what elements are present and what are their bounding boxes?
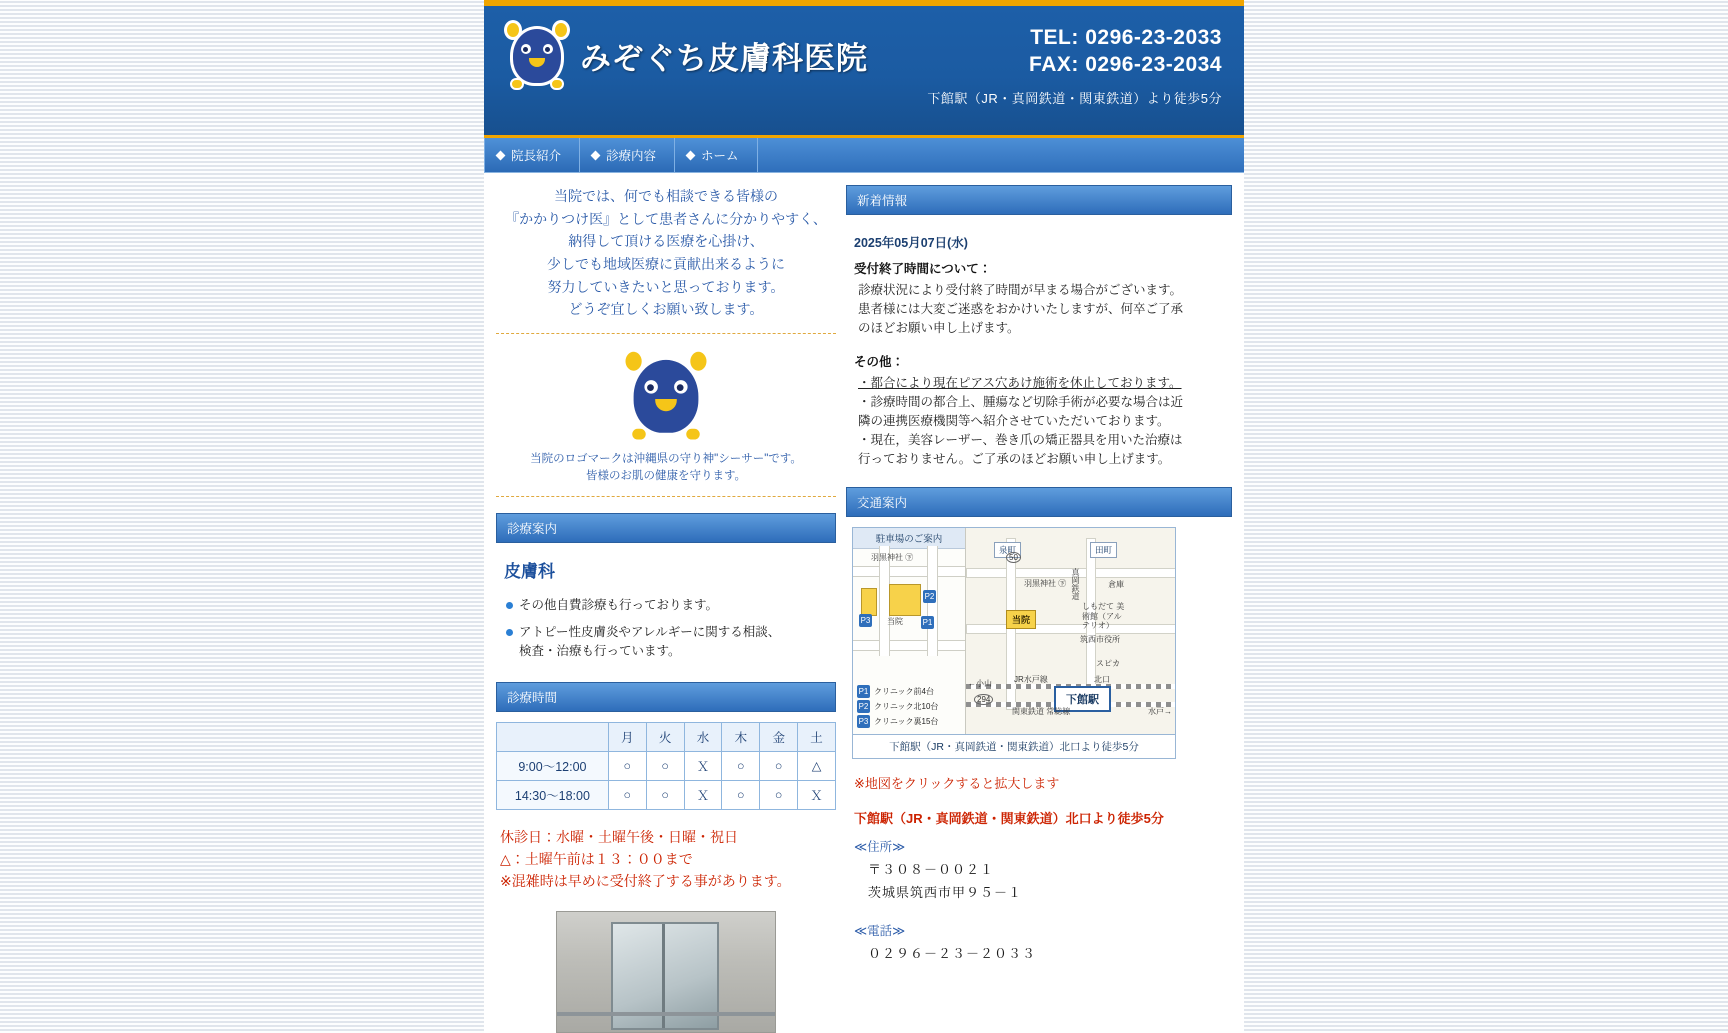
parking-marker-p2: P2	[858, 702, 869, 711]
greeting-line: 努力していきたいと思っております。	[547, 278, 785, 295]
logo-caption-line1: 当院のロゴマークは沖縄県の守り神"シーサー"です。	[530, 453, 802, 466]
map-label-izumi: 泉町	[994, 542, 1021, 558]
parking-marker-p3: P3	[860, 616, 871, 625]
map-label-haguro-left: 羽黒神社 ㊦	[871, 553, 914, 562]
hours-cell: ○	[722, 751, 760, 780]
news-body-line: 診療状況により受付終了時間が早まる場合がございます。	[858, 283, 1183, 297]
hours-cell: ○	[646, 751, 684, 780]
logo-caption	[496, 451, 836, 486]
service-bullet	[496, 592, 836, 619]
bullet-square-icon	[496, 150, 506, 160]
section-title-services: 診療案内	[496, 513, 836, 543]
hours-col-empty	[497, 722, 609, 751]
parking-marker-p1: P1	[922, 618, 933, 627]
hours-cell: ○	[760, 751, 798, 780]
logo-block	[496, 334, 836, 497]
news-body-line: のほどお願い申し上げます。	[858, 321, 1020, 335]
service-bullet-cont: 検査・治療も行っています。	[519, 644, 681, 659]
clinic-entrance-photo	[556, 911, 776, 1033]
parking-legend	[857, 683, 938, 728]
address-zip: 〒３０８－００２１	[868, 862, 995, 877]
clinic-plot	[889, 584, 921, 616]
hours-cell: ○	[646, 780, 684, 809]
hours-col-thu: 木	[722, 722, 760, 751]
hours-row-label: 14:30～18:00	[497, 780, 609, 809]
service-bullet-text: アトピー性皮膚炎やアレルギーに関する相談、	[519, 624, 781, 639]
table-header-row	[497, 722, 836, 751]
legend-row-p3	[857, 715, 938, 728]
nav-item-director[interactable]	[484, 138, 580, 172]
greeting-line: 少しでも地域医療に貢献出来るように	[547, 256, 785, 273]
map-label-moka-line: 真岡鉄道	[1071, 568, 1080, 600]
main-nav	[484, 138, 1244, 173]
bullet-square-icon	[686, 150, 696, 160]
parking-inset	[853, 528, 966, 734]
news-body-line: ・現在，美容レーザー、巻き爪の矯正器具を用いた治療は	[858, 433, 1183, 447]
nav-item-label: 院長紹介	[511, 149, 562, 163]
table-row	[497, 780, 836, 809]
hours-col-mon: 月	[608, 722, 646, 751]
news-heading-other: その他：	[854, 355, 905, 369]
site-header	[484, 6, 1244, 138]
main-content	[484, 173, 1244, 1033]
parking-marker-p1: P1	[858, 687, 869, 696]
greeting-block	[496, 185, 836, 334]
bullet-square-icon	[591, 150, 601, 160]
bullet-dot-icon	[506, 629, 513, 636]
map-label-clinic-small: 当院	[887, 617, 903, 626]
news-body-line: 行っておりません。ご了承のほどお願い申し上げます。	[858, 452, 1171, 466]
header-contact	[927, 24, 1222, 107]
map-label-mito: 水戸→	[1148, 707, 1172, 716]
map-route-50-icon: 50	[1006, 552, 1021, 563]
greeting-line: どうぞ宜しくお願い致します。	[568, 301, 764, 318]
bullet-dot-icon	[506, 602, 513, 609]
map-label-haguro-right: 羽黒神社 ㊦	[1024, 579, 1067, 588]
hours-notes	[496, 826, 836, 893]
map-label-soko: 倉庫	[1108, 580, 1124, 589]
map-main-area	[966, 528, 1175, 734]
hours-cell: Ｘ	[684, 751, 722, 780]
section-title-hours: 診療時間	[496, 682, 836, 712]
table-row	[497, 751, 836, 780]
access-station-line: 下館駅（JR・真岡鉄道・関東鉄道）北口より徒歩5分	[854, 811, 1164, 826]
legend-text-p3: クリニック裏15台	[874, 717, 939, 726]
map-label-spica: スピカ	[1096, 659, 1120, 668]
news-heading-reception: 受付終了時間について：	[854, 262, 992, 276]
hours-table	[496, 722, 836, 810]
address-line: 茨城県筑西市甲９５－１	[868, 885, 1023, 900]
news-date: 2025年05月07日(水)	[854, 236, 968, 250]
hours-cell: ○	[722, 780, 760, 809]
greeting-line: 当院では、何でも相談できる皆様の	[554, 188, 778, 204]
hours-cell: ○	[608, 751, 646, 780]
map-caption: 下館駅（JR・真岡鉄道・関東鉄道）北口より徒歩5分	[853, 734, 1175, 758]
left-column	[484, 185, 846, 1033]
shisa-mascot-icon	[504, 18, 570, 92]
hours-col-fri: 金	[760, 722, 798, 751]
legend-row-p2	[857, 700, 938, 713]
news-body-line: ・診療時間の都合上、腫瘍など切除手術が必要な場合は近	[858, 395, 1184, 409]
greeting-line: 『かかりつけ医』として患者さんに分かりやすく、	[505, 210, 827, 227]
map-label-city-hall: 筑西市役所	[1080, 635, 1120, 644]
parking-marker-p3: P3	[858, 717, 869, 726]
map-label-jr-mito-line: JR水戸線	[1014, 675, 1048, 684]
map-label-kanto-joso-line: 関東鉄道 常総線	[1012, 707, 1071, 716]
greeting-line: 納得して頂ける医療を心掛け、	[568, 233, 764, 250]
map-route-294-icon: 294	[974, 694, 993, 705]
map-label-oyama: ←小山	[968, 679, 992, 688]
note-closed-days: 休診日：水曜・土曜午後・日曜・祝日	[500, 828, 738, 845]
legend-row-p1	[857, 685, 938, 698]
department-name: 皮膚科	[504, 561, 555, 581]
map-label-tamachi: 田町	[1090, 542, 1117, 558]
nav-item-label: 診療内容	[606, 149, 657, 163]
hours-row-label: 9:00～12:00	[497, 751, 609, 780]
note-crowded: ※混雑時は早めに受付終了する事があります。	[500, 873, 791, 890]
news-body-line: 隣の連携医療機関等へ紹介させていただいております。	[858, 414, 1170, 428]
hours-col-tue: 火	[646, 722, 684, 751]
note-saturday: △：土曜午前は１３：００まで	[500, 851, 693, 868]
section-title-access: 交通案内	[846, 487, 1232, 517]
service-bullet	[496, 619, 836, 666]
parking-p3-plot	[861, 588, 877, 616]
map-station-shimodate: 下館駅	[1054, 686, 1111, 712]
legend-text-p1: クリニック前4台	[874, 687, 934, 696]
news-body-line: 患者様には大変ご迷惑をおかけいたしますが、何卒ご了承	[858, 302, 1184, 316]
address-label: ≪住所≫	[854, 840, 906, 854]
shisa-mascot-icon	[621, 345, 710, 445]
map-image[interactable]	[853, 528, 1175, 734]
right-column	[846, 185, 1242, 1033]
map-click-note: ※地図をクリックすると拡大します	[854, 776, 1060, 791]
parking-marker-p2: P2	[924, 592, 935, 601]
page-container	[484, 0, 1244, 1033]
nav-item-home[interactable]	[675, 138, 758, 172]
header-fax: FAX: 0296-23-2034	[1029, 53, 1222, 77]
map-pin-clinic: 当院	[1006, 610, 1036, 629]
clinic-name: みぞぐち皮膚科医院	[580, 40, 868, 77]
map-label-north-exit: 北口	[1094, 675, 1110, 684]
header-access: 下館駅（JR・真岡鉄道・関東鉄道）より徒歩5分	[927, 90, 1222, 106]
hours-col-wed: 水	[684, 722, 722, 751]
logo-caption-line2: 皆様のお肌の健康を守ります。	[585, 470, 747, 483]
nav-item-services[interactable]	[580, 138, 675, 172]
hours-cell: Ｘ	[684, 780, 722, 809]
parking-inset-title: 駐車場のご案内	[853, 528, 965, 549]
access-map[interactable]	[852, 527, 1176, 759]
hours-cell: ○	[608, 780, 646, 809]
hours-col-sat: 土	[798, 722, 836, 751]
service-bullet-text: その他自費診療も行っております。	[519, 597, 719, 612]
phone-value: ０２９６－２３－２０３３	[868, 946, 1037, 961]
news-body-line: ・都合により現在ピアス穴あけ施術を休止しております。	[858, 376, 1182, 390]
phone-label: ≪電話≫	[854, 924, 906, 938]
site-logo[interactable]	[504, 18, 868, 92]
section-title-news: 新着情報	[846, 185, 1232, 215]
map-label-shimodate-museum: しもだて 美術館（アルテリオ）	[1082, 602, 1125, 631]
hours-cell: Ｘ	[798, 780, 836, 809]
nav-item-label: ホーム	[701, 149, 739, 163]
legend-text-p2: クリニック北10台	[874, 702, 939, 711]
hours-cell: △	[798, 751, 836, 780]
header-tel: TEL: 0296-23-2033	[1030, 26, 1222, 49]
hours-cell: ○	[760, 780, 798, 809]
